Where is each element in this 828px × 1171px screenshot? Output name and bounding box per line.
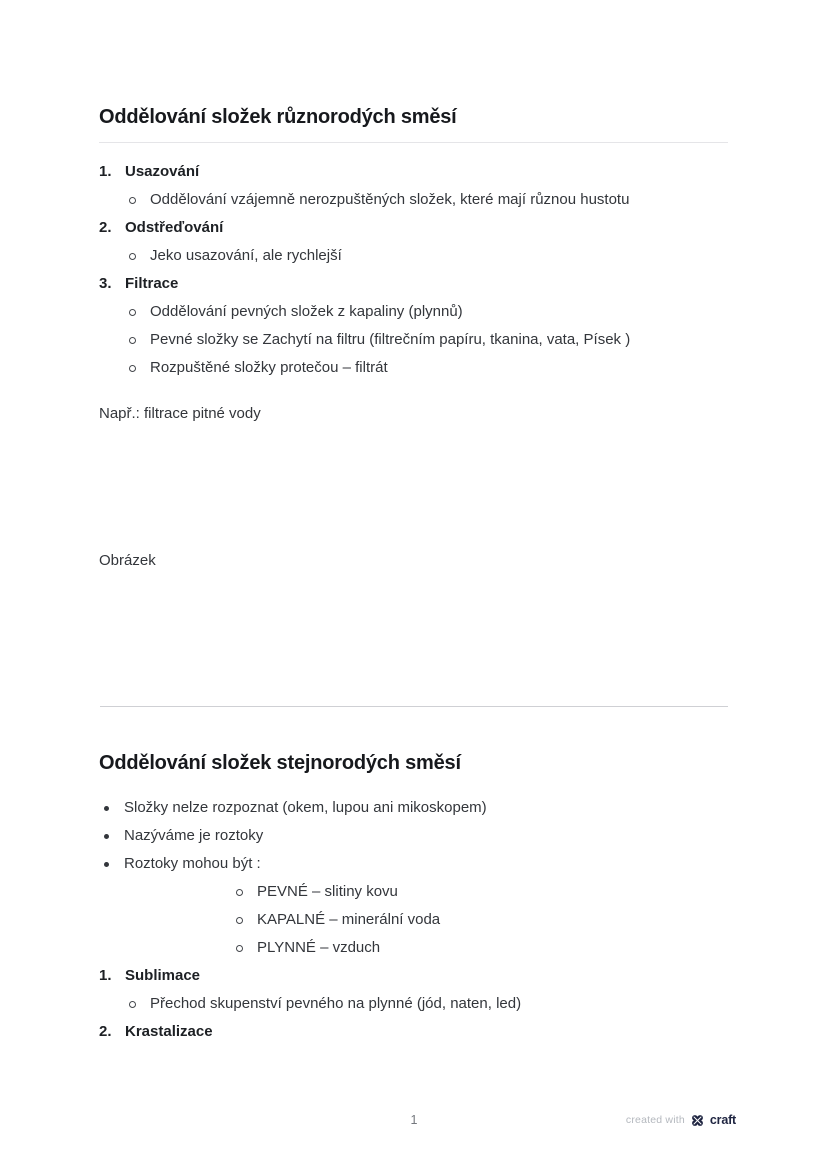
hollow-bullet-icon: [236, 945, 243, 952]
item-number: 3.: [99, 275, 112, 292]
section-divider: [100, 706, 728, 707]
hollow-bullet-icon: [129, 309, 136, 316]
numbered-item: [99, 1018, 728, 1046]
bullet-item: [99, 794, 728, 822]
brand-name: craft: [709, 1113, 736, 1127]
sub-list-item: [99, 906, 728, 934]
item-number: 1.: [99, 163, 112, 180]
item-label: Sublimace: [125, 967, 201, 984]
sub-list-item: [99, 990, 728, 1018]
item-label: Usazování: [125, 163, 200, 180]
item-number: 2.: [99, 219, 112, 236]
hollow-bullet-icon: [129, 1001, 136, 1008]
numbered-item: [99, 270, 728, 298]
hollow-bullet-icon: [129, 253, 136, 260]
sub-list-text: PLYNNÉ – vzduch: [257, 939, 381, 956]
sub-list-text: PEVNÉ – slitiny kovu: [257, 883, 398, 900]
hollow-bullet-icon: [236, 889, 243, 896]
page-footer: [0, 1108, 828, 1132]
sub-list-text: Přechod skupenství pevného na plynné (jód, naten, led): [150, 995, 522, 1012]
filled-bullet-icon: [104, 834, 109, 839]
sub-list-text: Oddělování vzájemně nerozpuštěných složek, které mají různou hustotu: [150, 191, 630, 208]
numbered-item: [99, 214, 728, 242]
sub-list-item: [99, 186, 728, 214]
item-label: Filtrace: [125, 275, 179, 292]
item-label: Odstřeďování: [125, 219, 224, 236]
sub-list-item: [99, 326, 728, 354]
sub-list-item: [99, 878, 728, 906]
page-number: 1: [410, 1113, 418, 1127]
bullet-text: Roztoky mohou být :: [124, 855, 261, 872]
item-label: Krastalizace: [125, 1023, 213, 1040]
filled-bullet-icon: [104, 806, 109, 811]
hollow-bullet-icon: [129, 365, 136, 372]
hollow-bullet-icon: [129, 337, 136, 344]
item-number: 1.: [99, 967, 112, 984]
sub-list-item: [99, 934, 728, 962]
section2-title: Oddělování složek stejnorodých směsí: [99, 752, 461, 774]
craft-logo-icon: [691, 1114, 704, 1127]
sub-list-item: [99, 298, 728, 326]
sub-list-item: [99, 242, 728, 270]
hollow-bullet-icon: [129, 197, 136, 204]
sub-list-text: Jeko usazování, ale rychlejší: [150, 247, 342, 264]
sub-list-text: KAPALNÉ – minerální voda: [257, 911, 441, 928]
numbered-item: [99, 158, 728, 186]
section1-title: Oddělování složek různorodých směsí: [99, 106, 457, 128]
item-number: 2.: [99, 1023, 112, 1040]
filled-bullet-icon: [104, 862, 109, 867]
bullet-item: [99, 822, 728, 850]
bullet-item: [99, 850, 728, 878]
title-divider: [99, 142, 728, 143]
craft-credit[interactable]: [626, 1108, 736, 1132]
sub-list-item: [99, 354, 728, 382]
sub-list-text: Oddělování pevných složek z kapaliny (plynnů): [150, 303, 463, 320]
numbered-item: [99, 962, 728, 990]
bullet-text: Nazýváme je roztoky: [124, 827, 264, 844]
credit-text: created with: [625, 1114, 685, 1126]
sub-list-text: Pevné složky se Zachytí na filtru (filtrečním papíru, tkanina, vata, Písek ): [150, 331, 631, 348]
bullet-text: Složky nelze rozpoznat (okem, lupou ani mikoskopem): [124, 799, 487, 816]
sub-list-text: Rozpuštěné složky protečou – filtrát: [150, 359, 388, 376]
hollow-bullet-icon: [236, 917, 243, 924]
image-caption: Obrázek: [99, 552, 156, 569]
note-text: Např.: filtrace pitné vody: [99, 405, 261, 422]
